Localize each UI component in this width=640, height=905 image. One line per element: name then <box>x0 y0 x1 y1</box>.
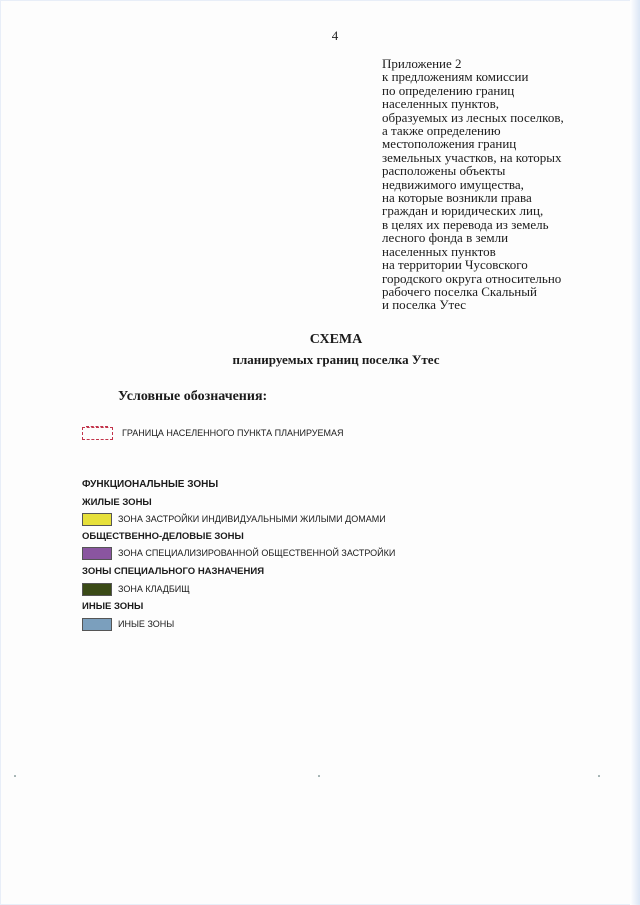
dashed-boundary-icon <box>82 427 113 440</box>
zone-label: ЗОНА КЛАДБИЩ <box>118 584 190 594</box>
functional-zones-title: ФУНКЦИОНАЛЬНЫЕ ЗОНЫ <box>82 479 219 490</box>
appendix-line: местоположения границ <box>382 136 517 152</box>
legend-heading: Условные обозначения: <box>118 389 268 404</box>
residential-zone-swatch <box>82 513 112 526</box>
page-number: 4 <box>331 28 339 43</box>
page-edge-shadow <box>630 0 640 905</box>
appendix-line: Приложение 2 <box>382 56 462 71</box>
zone-label: ЗОНА СПЕЦИАЛИЗИРОВАННОЙ ОБЩЕСТВЕННОЙ ЗАСТРОЙКИ <box>118 548 396 558</box>
scan-speck <box>318 775 320 777</box>
appendix-line: по определению границ <box>382 82 515 98</box>
zone-label: ЗОНА ЗАСТРОЙКИ ИНДИВИДУАЛЬНЫМИ ЖИЛЫМИ ДОМАМИ <box>118 514 386 524</box>
appendix-line: на которые возникли права <box>382 190 532 206</box>
other-zone-swatch <box>82 618 112 631</box>
zone-group-title: ЗОНЫ СПЕЦИАЛЬНОГО НАЗНАЧЕНИЯ <box>82 566 265 577</box>
public-zone-swatch <box>82 547 112 560</box>
appendix-line: на территории Чусовского <box>382 257 528 273</box>
boundary-label: ГРАНИЦА НАСЕЛЕННОГО ПУНКТА ПЛАНИРУЕМАЯ <box>122 428 344 438</box>
appendix-line: а также определению <box>382 123 501 139</box>
scan-speck <box>14 775 16 777</box>
zone-group-title: ИНЫЕ ЗОНЫ <box>82 601 144 612</box>
appendix-line: городского округа относительно <box>382 270 562 286</box>
appendix-line: граждан и юридических лиц, <box>382 203 544 219</box>
appendix-line: и поселка Утес <box>382 297 467 313</box>
appendix-note <box>382 57 622 312</box>
zone-group-title: ОБЩЕСТВЕННО-ДЕЛОВЫЕ ЗОНЫ <box>82 531 244 542</box>
document-subtitle: планируемых границ поселка Утес <box>232 352 440 367</box>
appendix-line: рабочего поселка Скальный <box>382 283 537 299</box>
appendix-line: населенных пунктов, <box>382 96 500 112</box>
appendix-line: населенных пунктов <box>382 243 496 259</box>
appendix-line: земельных участков, на которых <box>382 149 562 165</box>
appendix-line: лесного фонда в земли <box>382 230 509 246</box>
document-title: СХЕМА <box>309 332 363 347</box>
scan-speck <box>598 775 600 777</box>
zone-label: ИНЫЕ ЗОНЫ <box>118 619 175 629</box>
cemetery-zone-swatch <box>82 583 112 596</box>
appendix-line: недвижимого имущества, <box>382 176 524 192</box>
appendix-line: расположены объекты <box>382 163 506 179</box>
appendix-line: образуемых из лесных поселков, <box>382 109 564 125</box>
appendix-line: в целях их перевода из земель <box>382 216 549 232</box>
appendix-line: к предложениям комиссии <box>382 69 529 85</box>
zone-group-title: ЖИЛЫЕ ЗОНЫ <box>82 497 152 508</box>
